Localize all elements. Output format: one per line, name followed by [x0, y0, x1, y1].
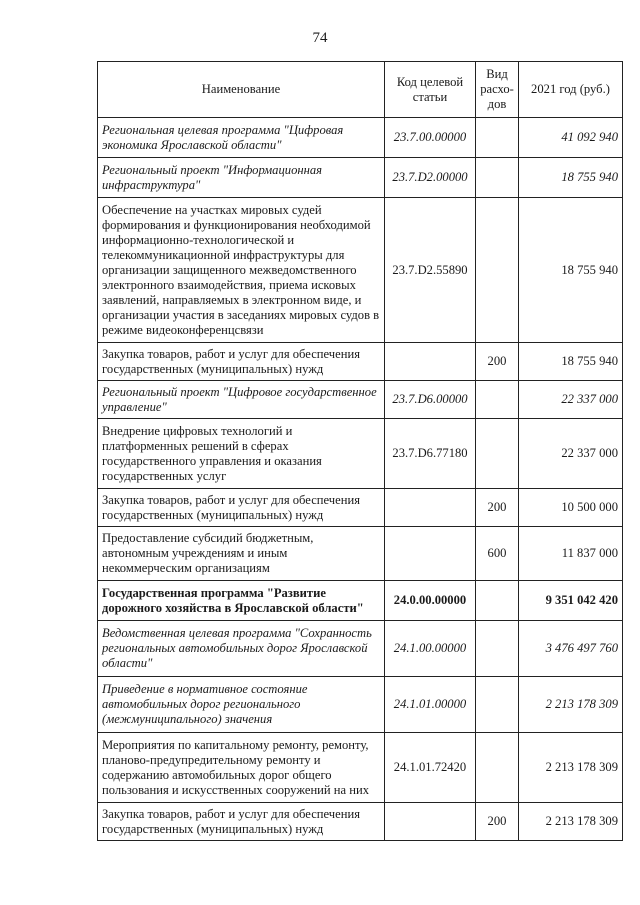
row-code [385, 803, 476, 841]
row-code: 23.7.00.00000 [385, 118, 476, 158]
row-amount: 2 213 178 309 [519, 733, 623, 803]
row-name: Региональная целевая программа "Цифровая экономика Ярославской области" [98, 118, 385, 158]
row-code: 24.1.01.72420 [385, 733, 476, 803]
row-name: Предоставление субсидий бюджетным, автономным учреждениям и иным некоммерческим организациям [98, 527, 385, 581]
row-name: Закупка товаров, работ и услуг для обеспечения государственных (муниципальных) нужд [98, 343, 385, 381]
budget-table [97, 61, 623, 841]
row-amount: 9 351 042 420 [519, 581, 623, 621]
row-type: 200 [476, 489, 519, 527]
row-name: Приведение в нормативное состояние автомобильных дорог регионального (межмуниципального) значения [98, 677, 385, 733]
table-row [98, 621, 623, 677]
row-name: Региональный проект "Информационная инфраструктура" [98, 158, 385, 198]
table-row [98, 419, 623, 489]
table-row [98, 733, 623, 803]
row-code: 24.0.00.00000 [385, 581, 476, 621]
row-name: Обеспечение на участках мировых судей формирования и функционирования необходимой информационно-технологической и телекоммуникационной инфраструктуры для организации защищенного межведомственного электронного взаимодействия, приема исковых заявлений, направляемых в электронном виде, и организации участия в заседаниях мировых судов в режиме видеоконференцсвязи [98, 198, 385, 343]
table-row [98, 198, 623, 343]
row-amount: 2 213 178 309 [519, 803, 623, 841]
row-code: 23.7.D6.77180 [385, 419, 476, 489]
row-code: 23.7.D6.00000 [385, 381, 476, 419]
row-code: 23.7.D2.55890 [385, 198, 476, 343]
row-name: Мероприятия по капитальному ремонту, ремонту, планово-предупредительному ремонту и содержанию автомобильных дорог общего пользования и искусственных сооружений на них [98, 733, 385, 803]
row-type [476, 621, 519, 677]
table-header-row [98, 62, 623, 118]
table-row [98, 158, 623, 198]
row-code [385, 527, 476, 581]
table-row [98, 118, 623, 158]
row-amount: 18 755 940 [519, 343, 623, 381]
row-code [385, 489, 476, 527]
row-amount: 41 092 940 [519, 118, 623, 158]
row-name: Внедрение цифровых технологий и платформенных решений в сферах государственного управления и оказания государственных услуг [98, 419, 385, 489]
row-name: Региональный проект "Цифровое государственное управление" [98, 381, 385, 419]
row-type: 200 [476, 343, 519, 381]
table-body [98, 118, 623, 841]
table-row [98, 677, 623, 733]
row-type [476, 158, 519, 198]
row-name: Ведомственная целевая программа "Сохранность региональных автомобильных дорог Ярославской области" [98, 621, 385, 677]
row-code: 24.1.00.00000 [385, 621, 476, 677]
header-type: Вид расхо-дов [476, 62, 519, 118]
row-type [476, 198, 519, 343]
row-amount: 3 476 497 760 [519, 621, 623, 677]
row-code: 23.7.D2.00000 [385, 158, 476, 198]
table-row [98, 581, 623, 621]
row-name: Закупка товаров, работ и услуг для обеспечения государственных (муниципальных) нужд [98, 489, 385, 527]
row-amount: 11 837 000 [519, 527, 623, 581]
row-type [476, 581, 519, 621]
row-amount: 18 755 940 [519, 158, 623, 198]
row-type: 200 [476, 803, 519, 841]
header-amount: 2021 год (руб.) [519, 62, 623, 118]
row-type [476, 381, 519, 419]
row-name: Государственная программа "Развитие дорожного хозяйства в Ярославской области" [98, 581, 385, 621]
row-type [476, 733, 519, 803]
row-code: 24.1.01.00000 [385, 677, 476, 733]
row-name: Закупка товаров, работ и услуг для обеспечения государственных (муниципальных) нужд [98, 803, 385, 841]
table-row [98, 343, 623, 381]
table-row [98, 527, 623, 581]
row-amount: 2 213 178 309 [519, 677, 623, 733]
row-type [476, 677, 519, 733]
header-code: Код целевой статьи [385, 62, 476, 118]
row-type [476, 419, 519, 489]
row-amount: 10 500 000 [519, 489, 623, 527]
table-row [98, 381, 623, 419]
table-row [98, 803, 623, 841]
row-amount: 22 337 000 [519, 419, 623, 489]
row-amount: 18 755 940 [519, 198, 623, 343]
row-amount: 22 337 000 [519, 381, 623, 419]
page-number: 74 [312, 30, 328, 46]
table-row [98, 489, 623, 527]
row-type: 600 [476, 527, 519, 581]
header-name: Наименование [98, 62, 385, 118]
row-type [476, 118, 519, 158]
row-code [385, 343, 476, 381]
